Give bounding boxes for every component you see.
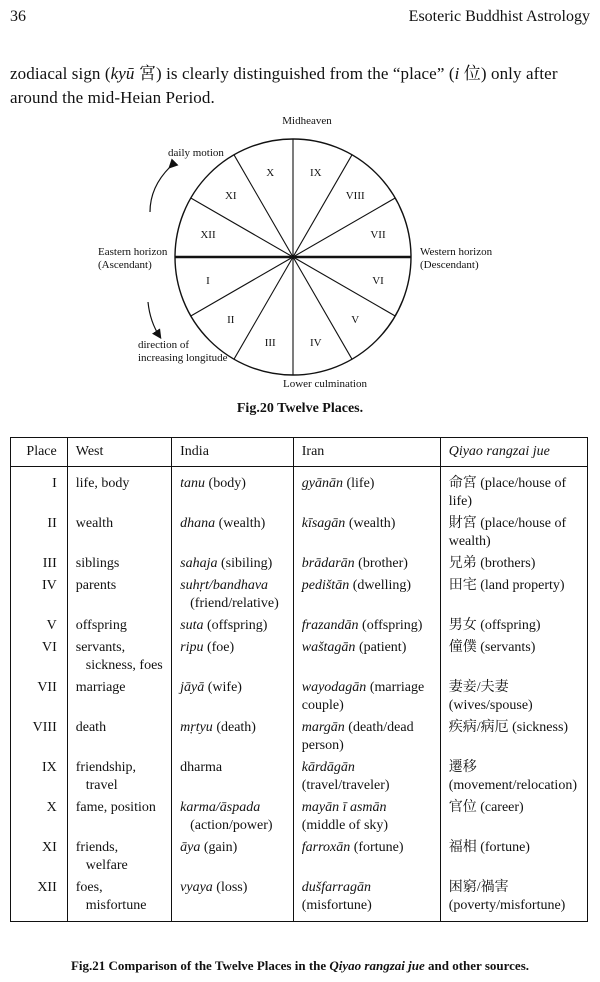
cell-india-text bbox=[180, 555, 285, 573]
iran-term: wayodagān bbox=[301, 680, 367, 695]
place-label: III bbox=[264, 337, 276, 349]
label-increasing-longitude: increasing longitude bbox=[138, 352, 228, 364]
india-term: sahaja bbox=[180, 556, 218, 571]
cell-west-text: friends, welfare bbox=[75, 840, 128, 873]
cell-india-text bbox=[180, 879, 285, 897]
india-term: dhana bbox=[180, 516, 216, 531]
page-number: 36 bbox=[10, 8, 26, 25]
iran-term: frazandān bbox=[301, 618, 359, 633]
cell-iran bbox=[293, 795, 440, 835]
header-place: Place bbox=[11, 438, 68, 467]
figure-21-caption-text-1: Fig.21 Comparison of the Twelve Places in the bbox=[70, 958, 330, 973]
india-gloss: (action/power) bbox=[190, 818, 273, 833]
cell-iran bbox=[293, 835, 440, 875]
place-label: II bbox=[227, 314, 235, 327]
cell-qiyao: 妻妾/夫妻 (wives/spouse) bbox=[440, 675, 587, 715]
cell-india-text bbox=[180, 475, 285, 493]
cell-iran bbox=[293, 467, 440, 512]
table-header-row bbox=[11, 438, 588, 467]
cell-iran bbox=[293, 573, 440, 613]
india-term: suhṛt/bandhava bbox=[180, 578, 269, 593]
table-row bbox=[11, 835, 588, 875]
label-western-horizon: Western horizon bbox=[420, 246, 493, 258]
cell-india bbox=[172, 795, 294, 835]
cell-place: V bbox=[11, 613, 68, 635]
iran-term: kārdāgān bbox=[301, 760, 355, 775]
iran-gloss: (misfortune) bbox=[301, 898, 372, 913]
iran-gloss: (wealth) bbox=[345, 516, 396, 531]
cell-india-text bbox=[180, 759, 285, 777]
cell-iran bbox=[293, 715, 440, 755]
cell-place: III bbox=[11, 551, 68, 573]
iran-term: waštagān bbox=[301, 640, 356, 655]
cell-west bbox=[67, 835, 171, 875]
header-qiyao: Qiyao rangzai jue bbox=[440, 438, 587, 467]
cell-india bbox=[172, 675, 294, 715]
india-gloss: (wealth) bbox=[215, 516, 266, 531]
table-row bbox=[11, 675, 588, 715]
wheel-spoke bbox=[293, 257, 352, 359]
cell-india-text bbox=[180, 799, 285, 835]
india-gloss: (wife) bbox=[204, 680, 242, 695]
place-label: XI bbox=[224, 189, 237, 202]
india-gloss: (body) bbox=[205, 476, 246, 491]
india-gloss: (sibiling) bbox=[217, 556, 273, 571]
cell-place: XI bbox=[11, 835, 68, 875]
place-label: XII bbox=[200, 229, 216, 242]
cell-qiyao: 官位 (career) bbox=[440, 795, 587, 835]
cell-iran bbox=[293, 635, 440, 675]
cell-iran bbox=[293, 875, 440, 922]
iran-term: dušfarragān bbox=[301, 880, 371, 895]
wheel-spoke bbox=[293, 155, 352, 257]
place-label: VII bbox=[370, 229, 386, 242]
wheel-spoke bbox=[234, 155, 293, 257]
header-west: West bbox=[67, 438, 171, 467]
cell-west-text: fame, position bbox=[75, 800, 156, 815]
cell-qiyao: 命宮 (place/house of life) bbox=[440, 467, 587, 512]
label-ascendant: (Ascendant) bbox=[98, 259, 152, 271]
cell-west-text: offspring bbox=[75, 618, 127, 633]
cell-place: II bbox=[11, 511, 68, 551]
figure-21-caption-text-2: and other sources. bbox=[424, 958, 529, 973]
cell-india-text bbox=[180, 679, 285, 697]
table-row bbox=[11, 467, 588, 512]
india-gloss: (death) bbox=[212, 720, 256, 735]
cell-west-text: friendship, travel bbox=[75, 760, 137, 793]
iran-term: gyānān bbox=[301, 476, 343, 491]
iran-gloss: (brother) bbox=[354, 556, 408, 571]
daily-motion-arrow bbox=[150, 167, 170, 212]
label-eastern-horizon: Eastern horizon bbox=[98, 246, 168, 258]
india-gloss: (foe) bbox=[203, 640, 235, 655]
india-gloss: (gain) bbox=[200, 840, 238, 855]
iran-term: brādarān bbox=[301, 556, 355, 571]
wheel-spoke bbox=[293, 198, 395, 257]
intro-paragraph bbox=[10, 62, 588, 110]
india-term: ripu bbox=[180, 640, 204, 655]
label-direction-of: direction of bbox=[138, 339, 190, 351]
iran-gloss: (marriage couple) bbox=[301, 680, 425, 713]
figure-21-caption bbox=[0, 958, 600, 974]
cell-place: IX bbox=[11, 755, 68, 795]
label-lower-culmination: Lower culmination bbox=[282, 378, 368, 390]
cell-india bbox=[172, 635, 294, 675]
india-gloss: (friend/relative) bbox=[190, 596, 279, 611]
iran-gloss: (fortune) bbox=[350, 840, 404, 855]
place-label: V bbox=[351, 314, 360, 327]
cell-west-text: foes, misfortune bbox=[75, 880, 147, 913]
figure-21-caption-term: Qiyao rangzai jue bbox=[329, 958, 425, 973]
iran-gloss: (life) bbox=[342, 476, 375, 491]
header-india: India bbox=[172, 438, 294, 467]
cell-west-text: siblings bbox=[75, 556, 120, 571]
cell-qiyao: 田宅 (land property) bbox=[440, 573, 587, 613]
iran-gloss: (middle of sky) bbox=[301, 818, 389, 833]
cell-west bbox=[67, 613, 171, 635]
table-row bbox=[11, 795, 588, 835]
cell-west bbox=[67, 635, 171, 675]
place-label: IV bbox=[309, 337, 322, 349]
cell-qiyao: 困窮/禍害 (poverty/misfortune) bbox=[440, 875, 587, 922]
cell-india bbox=[172, 613, 294, 635]
cell-india bbox=[172, 755, 294, 795]
page-header bbox=[10, 8, 590, 30]
iran-term: margān bbox=[301, 720, 345, 735]
india-term: āya bbox=[180, 840, 201, 855]
cell-west-text: wealth bbox=[75, 516, 114, 531]
cell-qiyao: 疾病/病厄 (sickness) bbox=[440, 715, 587, 755]
place-label: IX bbox=[309, 167, 322, 179]
cell-west bbox=[67, 755, 171, 795]
cell-west bbox=[67, 715, 171, 755]
table-row bbox=[11, 511, 588, 551]
header-iran: Iran bbox=[293, 438, 440, 467]
table-row bbox=[11, 613, 588, 635]
iran-term: pedištān bbox=[301, 578, 350, 593]
cell-west bbox=[67, 467, 171, 512]
wheel-spoke bbox=[234, 257, 293, 359]
running-title: Esoteric Buddhist Astrology bbox=[408, 8, 590, 25]
cell-qiyao: 福相 (fortune) bbox=[440, 835, 587, 875]
cell-qiyao: 遷移 (movement/relocation) bbox=[440, 755, 587, 795]
place-label: I bbox=[206, 274, 210, 287]
india-term: karma/āspada bbox=[180, 800, 261, 815]
india-gloss: (offspring) bbox=[203, 618, 268, 633]
table-row bbox=[11, 635, 588, 675]
label-daily-motion: daily motion bbox=[168, 147, 224, 159]
cell-iran bbox=[293, 613, 440, 635]
figure-20-caption: Fig.20 Twelve Places. bbox=[236, 401, 364, 416]
india-gloss: (loss) bbox=[212, 880, 248, 895]
cell-india-text bbox=[180, 639, 285, 657]
cell-west-text: servants, sickness, foes bbox=[75, 640, 163, 673]
label-descendant: (Descendant) bbox=[420, 259, 479, 271]
place-label: X bbox=[266, 167, 275, 179]
cell-india bbox=[172, 551, 294, 573]
cell-iran bbox=[293, 755, 440, 795]
india-term: jāyā bbox=[180, 680, 205, 695]
cell-place: IV bbox=[11, 573, 68, 613]
cell-west-text: life, body bbox=[75, 476, 130, 491]
cell-west bbox=[67, 551, 171, 573]
iran-term: farroxān bbox=[301, 840, 351, 855]
cell-iran bbox=[293, 675, 440, 715]
table-row bbox=[11, 875, 588, 922]
cell-india bbox=[172, 573, 294, 613]
cell-qiyao: 兄弟 (brothers) bbox=[440, 551, 587, 573]
wheel-spoke bbox=[191, 198, 293, 257]
cell-west bbox=[67, 573, 171, 613]
cell-west-text: death bbox=[75, 720, 107, 735]
cell-west-text: parents bbox=[75, 578, 117, 593]
cell-qiyao: 財宮 (place/house of wealth) bbox=[440, 511, 587, 551]
cell-india bbox=[172, 715, 294, 755]
place-label: VIII bbox=[345, 189, 365, 202]
cell-iran bbox=[293, 511, 440, 551]
table-row bbox=[11, 755, 588, 795]
india-gloss: dharma bbox=[180, 760, 223, 775]
intro-term-kyu: kyū bbox=[110, 64, 135, 83]
cell-iran bbox=[293, 551, 440, 573]
cell-place: I bbox=[11, 467, 68, 512]
cell-west bbox=[67, 511, 171, 551]
cell-india-text bbox=[180, 577, 285, 613]
table-row bbox=[11, 551, 588, 573]
twelve-places-diagram bbox=[0, 112, 600, 397]
cell-india-text bbox=[180, 839, 285, 857]
iran-gloss: (travel/traveler) bbox=[301, 778, 390, 793]
cell-place: X bbox=[11, 795, 68, 835]
iran-term: kīsagān bbox=[301, 516, 346, 531]
india-term: mṛtyu bbox=[180, 720, 213, 735]
cell-west bbox=[67, 795, 171, 835]
iran-term: mayān ī asmān bbox=[301, 800, 387, 815]
india-term: vyaya bbox=[180, 880, 213, 895]
cell-west-text: marriage bbox=[75, 680, 126, 695]
cell-place: VIII bbox=[11, 715, 68, 755]
label-midheaven: Midheaven bbox=[282, 115, 332, 127]
cell-west bbox=[67, 675, 171, 715]
cell-india bbox=[172, 835, 294, 875]
cell-india-text bbox=[180, 719, 285, 737]
iran-gloss: (dwelling) bbox=[349, 578, 412, 593]
place-label: VI bbox=[372, 274, 384, 287]
intro-term-i: i bbox=[454, 64, 460, 83]
cell-qiyao: 僮僕 (servants) bbox=[440, 635, 587, 675]
intro-text-2: 宮) is clearly distinguished from the “place” ( bbox=[134, 64, 455, 83]
table-row bbox=[11, 573, 588, 613]
cell-place: VI bbox=[11, 635, 68, 675]
cell-west bbox=[67, 875, 171, 922]
india-term: tanu bbox=[180, 476, 206, 491]
cell-india bbox=[172, 875, 294, 922]
longitude-arrow bbox=[148, 302, 160, 337]
india-term: suta bbox=[180, 618, 204, 633]
cell-india-text bbox=[180, 617, 285, 635]
twelve-places-table bbox=[10, 437, 588, 922]
iran-gloss: (offspring) bbox=[358, 618, 423, 633]
intro-text-1: zodiacal sign ( bbox=[10, 64, 111, 83]
iran-gloss: (death/dead person) bbox=[301, 720, 414, 753]
cell-place: VII bbox=[11, 675, 68, 715]
cell-india-text bbox=[180, 515, 285, 533]
cell-place: XII bbox=[11, 875, 68, 922]
cell-qiyao: 男女 (offspring) bbox=[440, 613, 587, 635]
cell-india bbox=[172, 467, 294, 512]
cell-india bbox=[172, 511, 294, 551]
iran-gloss: (patient) bbox=[355, 640, 407, 655]
table-row bbox=[11, 715, 588, 755]
intro-text-3: 位) only after around the mid-Heian Period. bbox=[10, 64, 558, 107]
